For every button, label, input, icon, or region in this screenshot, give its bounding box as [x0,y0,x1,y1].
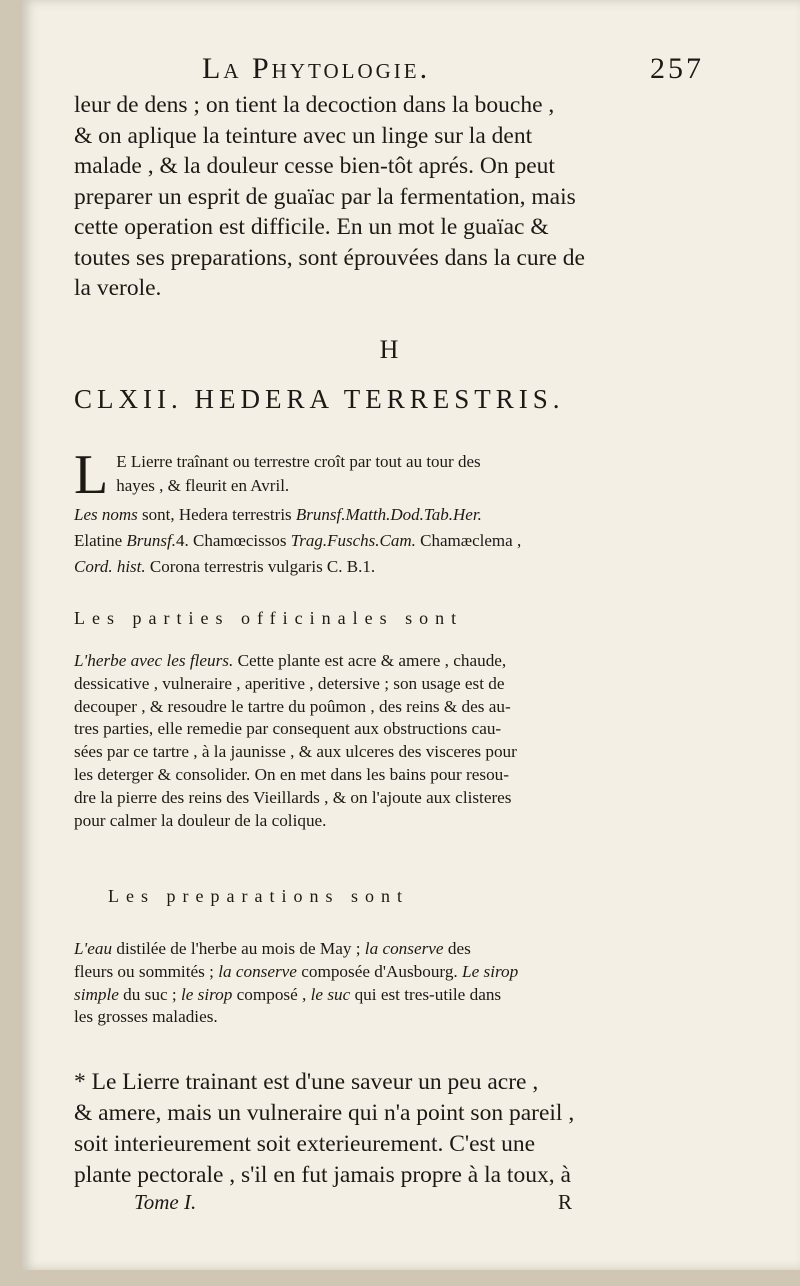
body-text: des [443,939,471,958]
body-italic: la conserve [218,961,297,981]
body-line: les deterger & consolider. On en met dans les bains pour resou- [74,764,509,784]
body-line: dessicative , vulneraire , aperitive , detersive ; son usage est de [74,673,505,693]
body-line [74,650,704,673]
entry-intro [74,444,704,506]
text-line: toutes ses preparations, sont éprouvées dans la cure de [74,244,585,271]
text-line: preparer un esprit de guaïac par la fermentation, mais [74,183,576,210]
body-line: decouper , & resoudre le tartre du poûmon , des reins & des au- [74,696,511,716]
body-line: sées par ce tartre , à la jaunisse , & aux ulceres des visceres pour [74,742,517,762]
entry-title: CLXII. HEDERA TERRESTRIS. [74,384,565,414]
text-line: la verole. [74,275,162,301]
parts-body [74,650,704,832]
synonym-line [74,502,704,528]
section-heading-parts: Les parties officinales sont [74,608,464,628]
intro-line: hayes , & fleurit en Avril. [116,476,290,495]
body-text: distilée de l'herbe au mois de May ; [112,939,365,958]
text-line: cette operation est difficile. En un mot le guaïac & [74,214,549,240]
synonyms [74,502,704,580]
body-line [74,938,704,961]
body-line [74,961,704,984]
text-line: soit interieurement soit exterieurement. C'est une [74,1131,536,1157]
synonym-line [74,528,704,554]
synonym-lead: Les noms [74,505,138,524]
body-italic: le suc [310,984,351,1004]
synonym-line [74,554,704,580]
body-text: qui est tres-utile dans [350,984,502,1004]
text-line: malade , & la douleur cesse bien-tôt aprés. On peut [74,153,555,179]
body-line: dre la pierre des reins des Vieillards , & on l'ajoute aux clisteres [74,787,512,807]
body-line: les grosses maladies. [74,1007,218,1027]
page-number: 257 [650,52,704,85]
signature-mark: R [558,1190,573,1214]
page-header [74,52,704,92]
paragraph-top [74,90,704,304]
body-italic: simple [74,984,119,1004]
synonym-text: Chamæclema , [415,531,522,550]
text-line: & amere, mais un vulneraire qui n'a point son pareil , [74,1100,575,1126]
book-page [22,0,800,1270]
body-text: Cette plante est acre & amere , chaude, [233,651,507,670]
body-italic: L'eau [74,939,113,958]
body-text: fleurs ou sommités ; [74,961,219,981]
synonym-ref: Cord. hist. [74,557,146,576]
synonym-ref: Brunsf.Matth.Dod.Tab.Her. [295,505,482,524]
body-italic: la conserve [364,939,444,958]
running-title: La Phytologie. [202,52,431,85]
body-lead: L'herbe avec les fleurs. [74,651,234,670]
text-line: & on aplique la teinture avec un linge sur la dent [74,122,533,149]
drop-cap: L [74,444,109,506]
body-line [74,984,704,1007]
synonym-ref: Trag.Fuschs.Cam. [290,531,416,550]
preparations-body [74,938,704,1029]
body-text: composé , [232,984,311,1004]
body-line: pour calmer la douleur de la colique. [74,810,327,830]
body-italic: le sirop [180,984,233,1004]
section-heading-preparations: Les preparations sont [108,886,409,906]
page-footer [74,1190,704,1220]
body-line: tres parties, elle remedie par consequent aux obstructions cau- [74,719,502,739]
body-italic: Le sirop [462,961,519,981]
synonym-ref: Brunsf. [126,531,176,550]
text-line: * Le Lierre trainant est d'une saveur un peu acre , [74,1069,539,1095]
synonym-text: Corona terrestris vulgaris C. B.1. [145,557,376,576]
body-text: du suc ; [118,984,181,1004]
synonym-text: sont, Hedera terrestris [137,505,296,524]
body-text: composée d'Ausbourg. [296,961,463,981]
volume-label: Tome I. [134,1190,197,1214]
text-line: plante pectorale , s'il en fut jamais propre à la toux, à [74,1162,571,1188]
intro-line: E Lierre traînant ou terrestre croît par tout au tour des [116,452,481,471]
section-letter: H [379,335,399,364]
text-line: leur de dens ; on tient la decoction dans la bouche , [74,92,555,118]
paragraph-bottom [74,1067,704,1191]
synonym-text: 4. Chamœcissos [176,531,291,550]
synonym-text: Elatine [74,531,127,550]
